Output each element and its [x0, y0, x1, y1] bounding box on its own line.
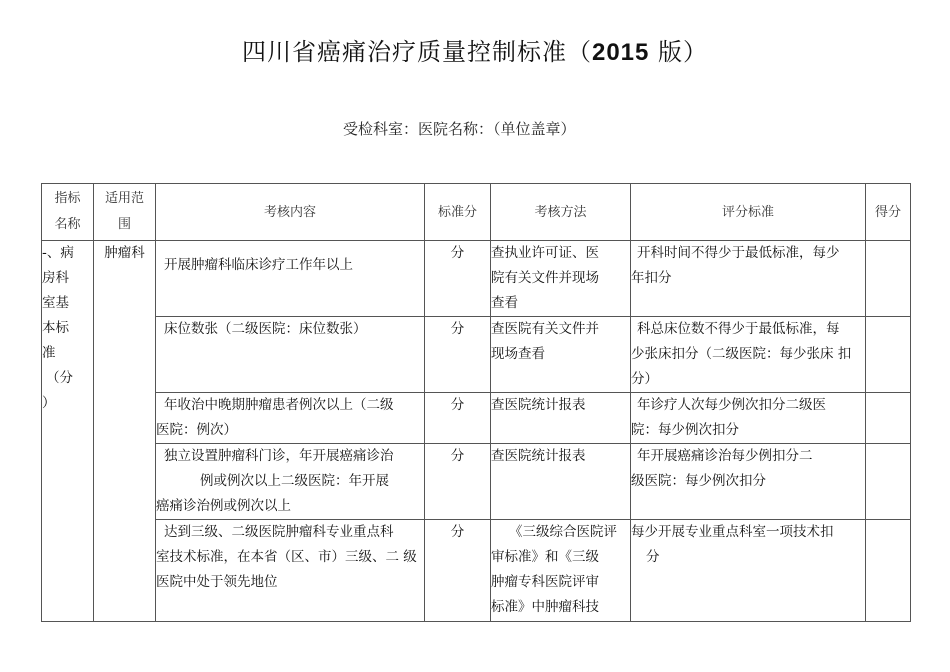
- criteria-cell: [631, 241, 866, 317]
- method-cell: [491, 520, 631, 622]
- method-line: 查执业许可证、医: [491, 245, 599, 261]
- method-line: 查医院有关文件并: [491, 321, 599, 337]
- method-line: 查医院统计报表: [491, 448, 586, 464]
- criteria-cell: [631, 393, 866, 444]
- points-cell: [866, 317, 911, 393]
- content-line: 例或例次以上二级医院：年开展: [200, 473, 389, 489]
- quality-standard-table: [41, 183, 911, 622]
- method-line: 查医院统计报表: [491, 397, 586, 413]
- points-cell: [866, 241, 911, 317]
- category-line: （分: [46, 370, 73, 386]
- header-scope: [94, 184, 156, 241]
- method-cell: [491, 241, 631, 317]
- page-title: [0, 32, 950, 67]
- criteria-line: 年开展癌痛诊治每少例扣分二: [637, 448, 813, 464]
- title-main: 四川省癌痛治疗质量控制标准（: [241, 38, 592, 66]
- table-header-row: [42, 184, 911, 241]
- content-line: 床位数张（二级医院：床位数张）: [164, 321, 367, 337]
- content-line: 级医院中处于领先地位: [156, 549, 417, 590]
- header-criteria: 评分标准: [631, 184, 866, 241]
- score-cell: 分: [425, 241, 491, 317]
- method-line: 现场查看: [491, 346, 545, 362]
- criteria-line: 分: [646, 549, 660, 565]
- header-indicator-line2: 名称: [54, 217, 81, 232]
- content-line: 年收治中晚期肿瘤患者例次以上（二级: [164, 397, 394, 413]
- category-line: 房科: [42, 270, 69, 286]
- score-cell: 分: [425, 444, 491, 520]
- points-cell: [866, 444, 911, 520]
- scope-cell: 肿瘤科: [94, 241, 156, 622]
- header-score: 标准分: [425, 184, 491, 241]
- title-version: 2015: [591, 39, 650, 66]
- criteria-cell: [631, 444, 866, 520]
- category-cell: [42, 241, 94, 622]
- table-row: [42, 317, 911, 393]
- criteria-line: 少张床扣分（二级医院：每少张床: [631, 346, 834, 362]
- header-indicator-line1: 指标: [54, 191, 81, 206]
- criteria-cell: [631, 520, 866, 622]
- score-cell: 分: [425, 317, 491, 393]
- category-line: ）: [42, 395, 56, 411]
- header-scope-line2: 围: [117, 217, 131, 232]
- content-cell: [156, 317, 425, 393]
- points-cell: [866, 520, 911, 622]
- table-row: [42, 520, 911, 622]
- criteria-line: 年诊疗人次每少例次扣分二级医: [637, 397, 826, 413]
- method-cell: [491, 317, 631, 393]
- criteria-cell: [631, 317, 866, 393]
- criteria-line: 每少开展专业重点科室一项技术扣: [631, 524, 834, 540]
- method-line: 查看: [491, 295, 518, 311]
- title-tail: 版）: [649, 38, 709, 66]
- points-cell: [866, 393, 911, 444]
- method-line: 标准》中肿瘤科技: [491, 599, 599, 615]
- content-cell: [156, 520, 425, 622]
- content-line: 室技术标准，在本省（区、市）三级、二: [156, 549, 399, 565]
- table-row: [42, 444, 911, 520]
- content-line: 达到三级、二级医院肿瘤科专业重点科: [164, 524, 394, 540]
- content-cell: [156, 241, 425, 317]
- method-line: 院有关文件并现场: [491, 270, 599, 286]
- method-line: 肿瘤专科医院评审: [491, 574, 599, 590]
- subtitle-inspection-info: 受检科室：医院名称：（单位盖章）: [343, 120, 576, 138]
- criteria-line: 年扣分: [631, 270, 672, 286]
- method-line: 审标准》和《三级: [491, 549, 599, 565]
- score-cell: 分: [425, 393, 491, 444]
- criteria-line: 科总床位数不得少于最低标准，每: [637, 321, 840, 337]
- header-scope-line1: 适用范: [104, 191, 144, 206]
- criteria-line: 开科时间不得少于最低标准，每少: [637, 245, 840, 261]
- score-cell: 分: [425, 520, 491, 622]
- table-row: [42, 241, 911, 317]
- criteria-line: 扣分）: [631, 346, 852, 387]
- header-indicator: [42, 184, 94, 241]
- content-cell: [156, 393, 425, 444]
- content-line: 开展肿瘤科临床诊疗工作年以上: [164, 257, 353, 273]
- content-line: 癌痛诊治例或例次以上: [156, 498, 291, 514]
- criteria-line: 院：每少例次扣分: [631, 422, 739, 438]
- category-line: 本标: [42, 320, 69, 336]
- method-cell: [491, 393, 631, 444]
- criteria-line: 级医院：每少例次扣分: [631, 473, 766, 489]
- header-method: 考核方法: [491, 184, 631, 241]
- category-line: 准: [42, 345, 56, 361]
- table-row: [42, 393, 911, 444]
- method-line: 《三级综合医院评: [509, 524, 617, 540]
- method-cell: [491, 444, 631, 520]
- category-line: -、病: [42, 245, 74, 261]
- content-cell: [156, 444, 425, 520]
- category-line: 室基: [42, 295, 69, 311]
- content-line: 独立设置肿瘤科门诊，年开展癌痛诊治: [164, 448, 394, 464]
- header-content: 考核内容: [156, 184, 425, 241]
- header-points: 得分: [866, 184, 911, 241]
- content-line: 医院：例次）: [156, 422, 237, 438]
